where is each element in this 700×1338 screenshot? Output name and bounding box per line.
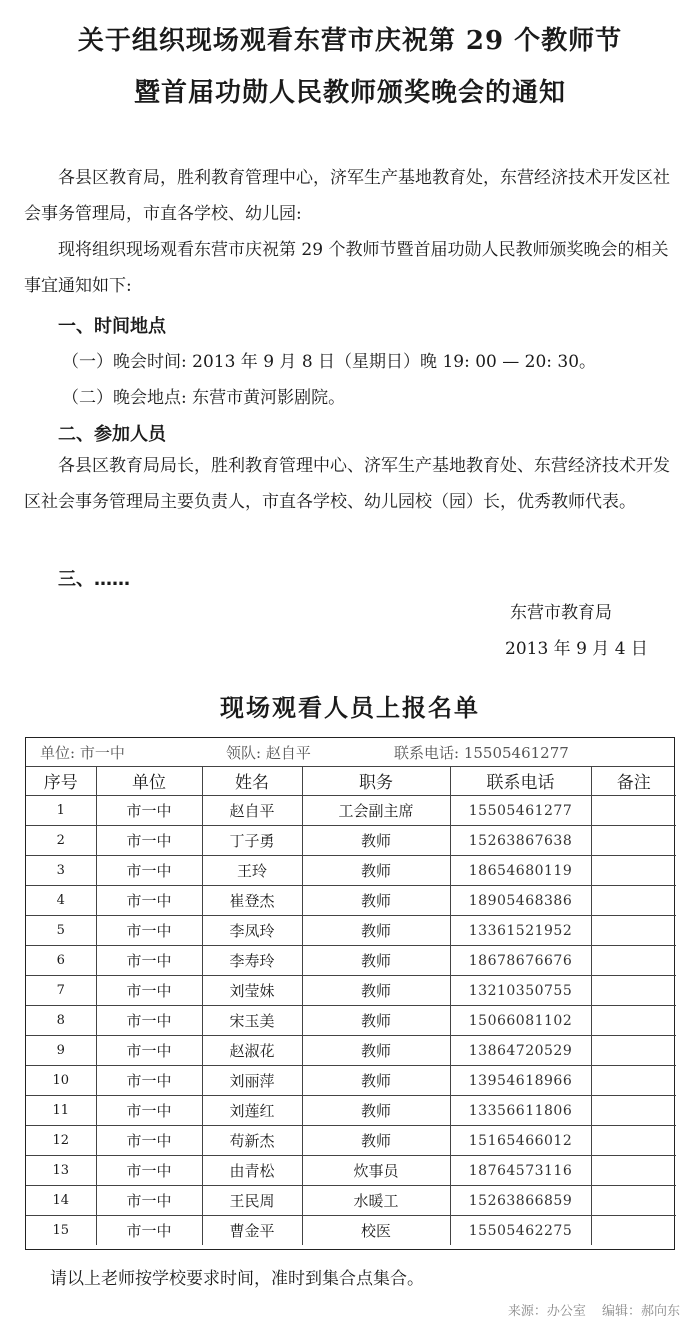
cell-name: 王民周 <box>202 1186 302 1216</box>
section1-item-time: （一）晚会时间: 2013 年 9 月 8 日（星期日）晚 19: 00 — 20: 30。 <box>62 352 597 372</box>
cell-unit: 市一中 <box>96 826 202 856</box>
cell-no: 12 <box>26 1126 96 1156</box>
cell-phone: 13210350755 <box>450 976 591 1006</box>
table-row <box>26 826 676 856</box>
cell-title: 工会副主席 <box>302 796 450 826</box>
cell-note <box>591 1126 676 1156</box>
cell-note <box>591 1006 676 1036</box>
table-header-row <box>26 766 676 796</box>
cell-phone: 13356611806 <box>450 1096 591 1126</box>
table-row <box>26 1036 676 1066</box>
notice-title-line1: 关于组织现场观看东营市庆祝第 29 个教师节 <box>77 26 623 56</box>
cell-no: 1 <box>26 796 96 826</box>
section2-heading: 二、参加人员 <box>58 424 166 445</box>
table-row <box>26 1156 676 1186</box>
form-info-phone: 联系电话: 15505461277 <box>394 744 569 762</box>
form-info-unit: 单位: 市一中 <box>40 744 125 762</box>
signature-date: 2013 年 9 月 4 日 <box>505 639 648 659</box>
cell-name: 李凤玲 <box>202 916 302 946</box>
cell-name: 宋玉美 <box>202 1006 302 1036</box>
signature-org: 东营市教育局 <box>510 603 612 623</box>
cell-name: 刘丽萍 <box>202 1066 302 1096</box>
notice-title-line2: 暨首届功勋人民教师颁奖晚会的通知 <box>133 78 566 108</box>
footer-source: 来源：办公室 <box>507 1304 586 1319</box>
cell-title: 教师 <box>302 976 450 1006</box>
header-unit: 单位 <box>96 766 202 796</box>
footer-editor: 编辑：郝向东 <box>601 1304 680 1319</box>
header-phone: 联系电话 <box>450 766 591 796</box>
cell-note <box>591 1156 676 1186</box>
table-row <box>26 946 676 976</box>
form-info-leader: 领队: 赵自平 <box>226 744 311 762</box>
table-row <box>26 916 676 946</box>
cell-no: 3 <box>26 856 96 886</box>
cell-note <box>591 826 676 856</box>
cell-note <box>591 976 676 1006</box>
cell-phone: 18678676676 <box>450 946 591 976</box>
cell-title: 教师 <box>302 916 450 946</box>
cell-name: 赵淑花 <box>202 1036 302 1066</box>
cell-note <box>591 946 676 976</box>
cell-phone: 13954618966 <box>450 1066 591 1096</box>
cell-note <box>591 1186 676 1216</box>
cell-no: 10 <box>26 1066 96 1096</box>
cell-note <box>591 1036 676 1066</box>
cell-no: 15 <box>26 1216 96 1246</box>
cell-unit: 市一中 <box>96 976 202 1006</box>
cell-unit: 市一中 <box>96 886 202 916</box>
cell-phone: 15165466012 <box>450 1126 591 1156</box>
cell-title: 校医 <box>302 1216 450 1246</box>
salutation: 各县区教育局，胜利教育管理中心，济军生产基地教育处，东营经济技术开发区社会事务管理局，市直各学校、幼儿园: <box>24 168 670 224</box>
cell-phone: 15505462275 <box>450 1216 591 1246</box>
cell-unit: 市一中 <box>96 856 202 886</box>
cell-phone: 18654680119 <box>450 856 591 886</box>
cell-unit: 市一中 <box>96 1036 202 1066</box>
table-row <box>26 976 676 1006</box>
footer <box>496 1300 680 1319</box>
cell-phone: 13361521952 <box>450 916 591 946</box>
cell-phone: 18764573116 <box>450 1156 591 1186</box>
cell-phone: 15066081102 <box>450 1006 591 1036</box>
cell-title: 炊事员 <box>302 1156 450 1186</box>
header-note: 备注 <box>591 766 676 796</box>
table-row <box>26 1126 676 1156</box>
header-title: 职务 <box>302 766 450 796</box>
cell-title: 教师 <box>302 1066 450 1096</box>
cell-name: 王玲 <box>202 856 302 886</box>
cell-name: 赵自平 <box>202 796 302 826</box>
cell-phone: 18905468386 <box>450 886 591 916</box>
cell-no: 9 <box>26 1036 96 1066</box>
cell-unit: 市一中 <box>96 1186 202 1216</box>
cell-title: 教师 <box>302 946 450 976</box>
cell-note <box>591 916 676 946</box>
header-name: 姓名 <box>202 766 302 796</box>
cell-title: 教师 <box>302 1036 450 1066</box>
section1-heading: 一、时间地点 <box>58 316 166 337</box>
cell-name: 曹金平 <box>202 1216 302 1246</box>
cell-title: 教师 <box>302 1126 450 1156</box>
cell-no: 8 <box>26 1006 96 1036</box>
cell-no: 11 <box>26 1096 96 1126</box>
cell-unit: 市一中 <box>96 1066 202 1096</box>
cell-note <box>591 856 676 886</box>
table-row <box>26 856 676 886</box>
cell-name: 崔登杰 <box>202 886 302 916</box>
cell-no: 13 <box>26 1156 96 1186</box>
cell-title: 教师 <box>302 886 450 916</box>
cell-note <box>591 886 676 916</box>
form-info-row <box>26 738 674 767</box>
table-row <box>26 886 676 916</box>
cell-phone: 15263867638 <box>450 826 591 856</box>
cell-phone: 13864720529 <box>450 1036 591 1066</box>
header-no: 序号 <box>26 766 96 796</box>
roster-grid <box>26 766 676 1245</box>
cell-title: 教师 <box>302 1096 450 1126</box>
cell-unit: 市一中 <box>96 1006 202 1036</box>
cell-note <box>591 1216 676 1246</box>
cell-name: 苟新杰 <box>202 1126 302 1156</box>
cell-name: 丁子勇 <box>202 826 302 856</box>
cell-no: 4 <box>26 886 96 916</box>
cell-no: 14 <box>26 1186 96 1216</box>
cell-name: 刘莲红 <box>202 1096 302 1126</box>
cell-no: 5 <box>26 916 96 946</box>
cell-note <box>591 1096 676 1126</box>
intro-paragraph: 现将组织现场观看东营市庆祝第 29 个教师节暨首届功勋人民教师颁奖晚会的相关事宜通知如下: <box>24 240 669 296</box>
cell-title: 教师 <box>302 856 450 886</box>
cell-note <box>591 1066 676 1096</box>
cell-unit: 市一中 <box>96 1096 202 1126</box>
cell-no: 7 <box>26 976 96 1006</box>
cell-no: 2 <box>26 826 96 856</box>
cell-unit: 市一中 <box>96 1156 202 1186</box>
table-row <box>26 1066 676 1096</box>
table-row <box>26 1096 676 1126</box>
cell-name: 由青松 <box>202 1156 302 1186</box>
cell-phone: 15263866859 <box>450 1186 591 1216</box>
cell-phone: 15505461277 <box>450 796 591 826</box>
table-row <box>26 1006 676 1036</box>
cell-unit: 市一中 <box>96 916 202 946</box>
table-row <box>26 1216 676 1246</box>
cell-unit: 市一中 <box>96 796 202 826</box>
cell-name: 李寿玲 <box>202 946 302 976</box>
roster-table <box>25 737 675 1250</box>
cell-unit: 市一中 <box>96 946 202 976</box>
cell-title: 水暖工 <box>302 1186 450 1216</box>
cell-title: 教师 <box>302 1006 450 1036</box>
section2-text: 各县区教育局局长，胜利教育管理中心、济军生产基地教育处、东营经济技术开发区社会事务管理局主要负责人，市直各学校、幼儿园校（园）长，优秀教师代表。 <box>24 456 670 512</box>
form-title: 现场观看人员上报名单 <box>220 693 480 722</box>
cell-unit: 市一中 <box>96 1216 202 1246</box>
cell-name: 刘莹妹 <box>202 976 302 1006</box>
cell-note <box>591 796 676 826</box>
cell-unit: 市一中 <box>96 1126 202 1156</box>
section1-item-venue: （二）晚会地点: 东营市黄河影剧院。 <box>62 388 346 408</box>
cell-no: 6 <box>26 946 96 976</box>
table-row <box>26 796 676 826</box>
closing-note: 请以上老师按学校要求时间，准时到集合点集合。 <box>50 1269 424 1289</box>
table-row <box>26 1186 676 1216</box>
cell-title: 教师 <box>302 826 450 856</box>
section3-heading: 三、…… <box>58 569 130 590</box>
